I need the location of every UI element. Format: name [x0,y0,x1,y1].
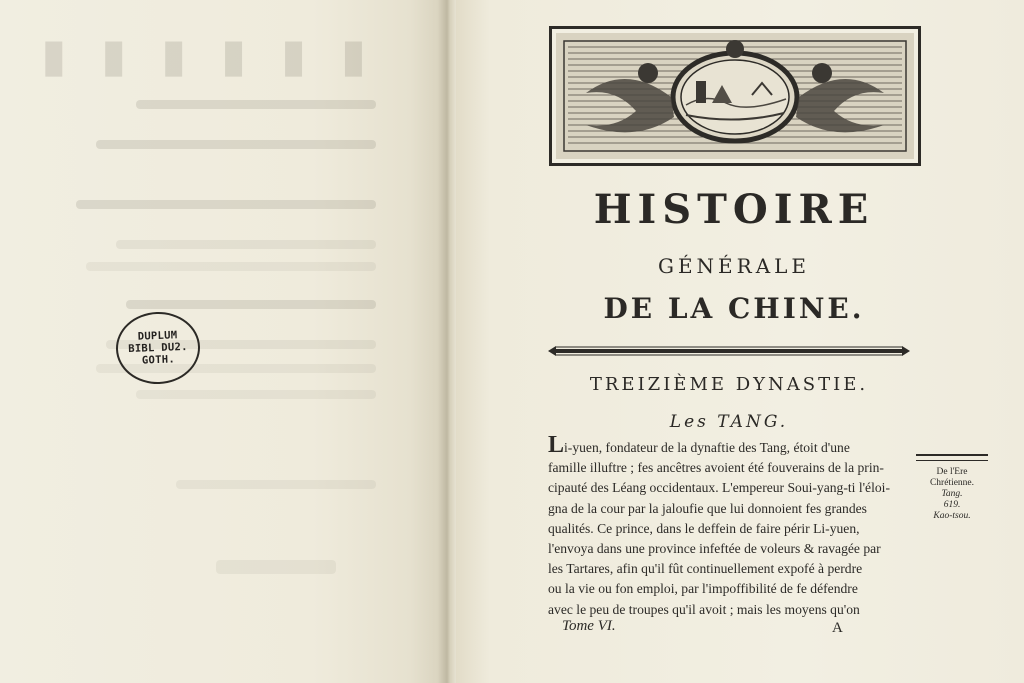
body-line: cipauté des Léang occidentaux. L'empereur Soui-yang-ti l'éloi- [548,480,890,496]
margin-note-line: De l'Ere [936,467,968,477]
body-line: qualités. Ce prince, dans le deffein de faire périr Li-yuen, [548,520,860,536]
margin-note-line: Kao-tsou. [933,511,971,521]
dynasty-heading: TREIZIÈME DYNASTIE. [589,374,869,395]
margin-note-rule [916,454,988,461]
body-line: avec le peu de troupes qu'il avoit ; mais les moyens qu'on [548,601,860,617]
body-line-text: i-yuen, fondateur de la dynaftie des Tang, étoit d'une [564,440,850,455]
engraved-headpiece [549,26,921,166]
dynasty-name: Les TANG. [669,412,789,432]
ornamental-rule [548,344,910,358]
margin-note-line: 619. [943,500,961,510]
margin-note-line: Chrétienne. [929,478,975,488]
left-page [0,0,446,683]
drop-cap: L [548,432,565,458]
title-histoire: HISTOIRE [593,186,875,233]
body-line: famille illuftre ; fes ancêtres avoient été fouverains de la prin- [548,460,884,476]
body-line [548,432,910,458]
right-page [456,0,1024,683]
margin-note-line: Tang. [941,489,963,499]
body-line: les Tartares, afin qu'il fût continuellement expofé à perdre [548,561,863,577]
volume-label: Tome VI. [562,618,616,634]
book-gutter [438,0,458,683]
body-line: l'envoya dans une province infeftée de voleurs & ravagée par [548,541,881,557]
show-through-text: ▮ ▮ ▮ ▮ ▮ ▮ [0,0,446,683]
signature-mark: A [832,620,843,636]
body-line: gna de la cour par la jaloufie que lui donnoient fes grandes [548,500,867,516]
body-paragraph [548,432,910,620]
stamp-line-2: BIBL DU2. [128,340,188,356]
stamp-line-3: GOTH. [141,353,176,367]
stamp-line-1: DUPLUM [137,329,178,343]
title-generale: GÉNÉRALE [657,254,811,278]
body-line: ou la vie ou fon emploi, par l'impoffibilité de fe défendre [548,581,858,597]
margin-note [916,454,988,522]
title-de-la-chine: DE LA CHINE. [603,292,865,325]
